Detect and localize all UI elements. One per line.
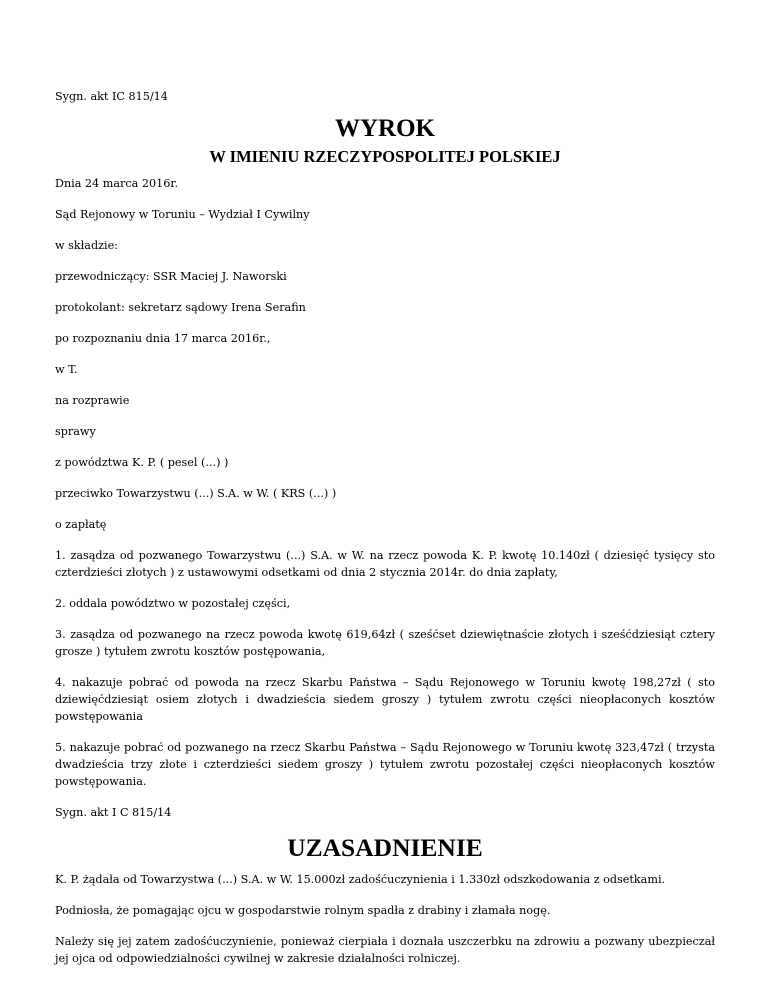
ruling-item: 5. nakazuje pobrać od pozwanego na rzecz Skarbu Państwa – Sądu Rejonowego w Toruniu kwotę 323,47zł ( trzysta dwadzieścia trzy złote i czterdzieści siedem groszy ) tytułem zwrotu pozostałej części nieopłaconych kosztów powstępowania. (55, 741, 715, 788)
ruling-item: 2. oddala powództwo w pozostałej części, (55, 597, 291, 610)
defendant: przeciwko Towarzystwu (...) S.A. w W. ( KRS (...) ) (55, 487, 337, 500)
hearing-date: po rozpoznaniu dnia 17 marca 2016r., (55, 332, 271, 345)
case-subject: o zapłatę (55, 518, 107, 531)
justification-title: UZASADNIENIE (287, 833, 483, 862)
justification-paragraph: K. P. żądała od Towarzystwa (...) S.A. w W. 15.000zł zadośćuczynienia i 1.330zł odszkodowania z odsetkami. (55, 873, 666, 886)
verdict-title: WYROK (335, 115, 435, 142)
court-clerk: protokolant: sekretarz sądowy Irena Serafin (55, 301, 306, 314)
verdict-subtitle: W IMIENIU RZECZYPOSPOLITEJ POLSKIEJ (209, 147, 561, 166)
justification-paragraph: Należy się jej zatem zadośćuczynienie, ponieważ cierpiała i doznała uszczerbku na zdrowiu a pozwany ubezpieczał jej ojca od odpowiedzialności cywilnej w zakresie działalności rolniczej. (55, 935, 715, 965)
hearing-place: w T. (55, 363, 78, 376)
ruling-item: 4. nakazuje pobrać od powoda na rzecz Skarbu Państwa – Sądu Rejonowego w Toruniu kwotę 198,27zł ( sto dziewięćdziesiąt osiem złotych i dwadzieścia siedem groszy ) tytułem zwrotu części nieopłaconych kosztów powstępowania (55, 676, 715, 723)
case-number: Sygn. akt IC 815/14 (55, 90, 168, 103)
composition-label: w składzie: (55, 239, 118, 252)
verdict-date: Dnia 24 marca 2016r. (55, 177, 179, 190)
court-name: Sąd Rejonowy w Toruniu – Wydział I Cywilny (55, 208, 310, 221)
presiding-judge: przewodniczący: SSR Maciej J. Naworski (55, 270, 287, 283)
case-number-2: Sygn. akt I C 815/14 (55, 806, 172, 819)
document-page (55, 88, 715, 981)
session-type: na rozprawie (55, 394, 130, 407)
case-label: sprawy (55, 425, 96, 438)
ruling-item: 1. zasądza od pozwanego Towarzystwu (...) S.A. w W. na rzecz powoda K. P. kwotę 10.140zł ( dziesięć tysięcy sto czterdzieści złotych ) z ustawowymi odsetkami od dnia 2 stycznia 2014r. do dnia zapłaty, (55, 549, 715, 579)
justification-paragraph: Podniosła, że pomagając ojcu w gospodarstwie rolnym spadła z drabiny i złamała nogę. (55, 904, 551, 917)
plaintiff: z powództwa K. P. ( pesel (...) ) (55, 456, 229, 469)
ruling-item: 3. zasądza od pozwanego na rzecz powoda kwotę 619,64zł ( sześćset dziewiętnaście złotych i sześćdziesiąt cztery grosze ) tytułem zwrotu kosztów postępowania, (55, 628, 715, 658)
